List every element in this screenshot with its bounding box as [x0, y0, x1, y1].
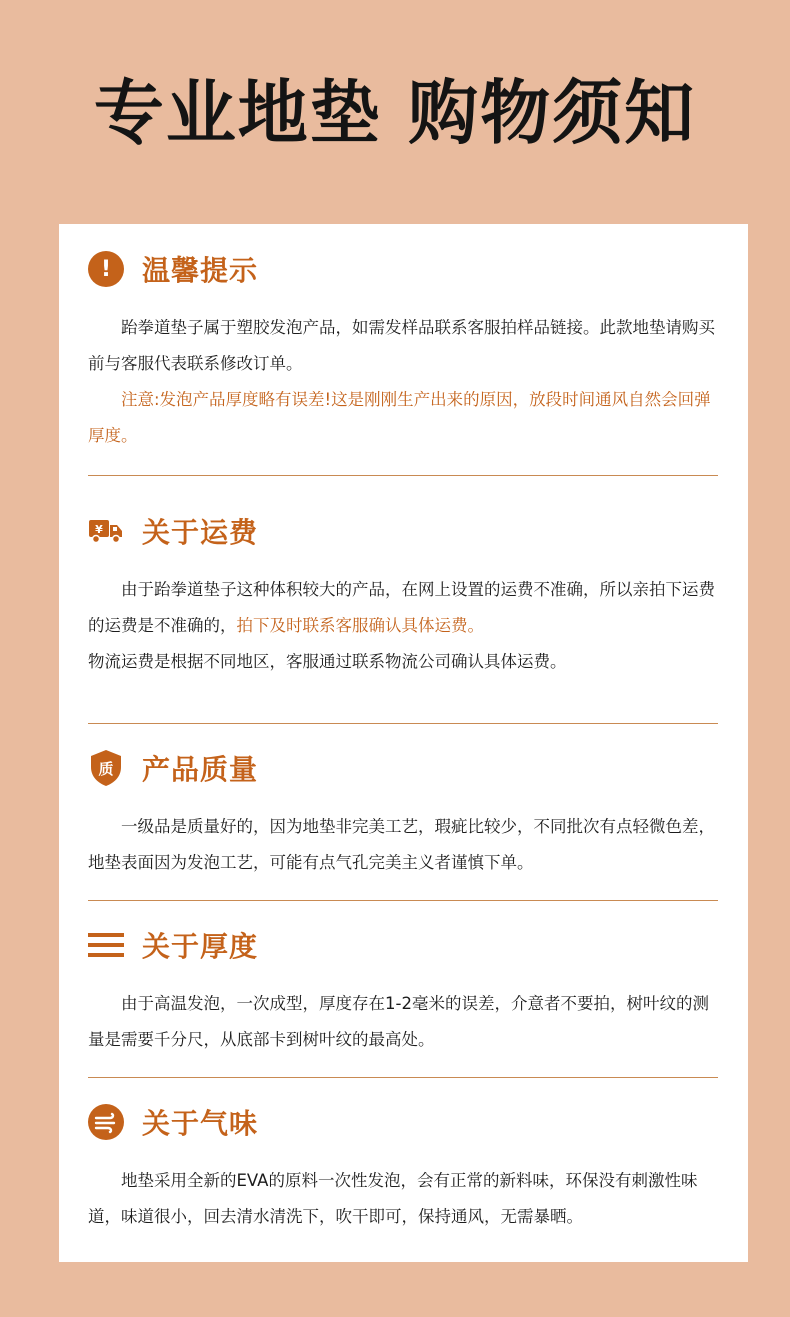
section-title: 关于厚度: [142, 930, 259, 963]
section-header: [88, 244, 718, 294]
divider: [88, 1077, 718, 1078]
section-note: 注意:发泡产品厚度略有误差!这是刚刚生产出来的原因，放段时间通风自然会回弹厚度。: [88, 390, 711, 445]
divider: [88, 900, 718, 901]
notice-card: [59, 224, 748, 1262]
section-header: [88, 506, 718, 556]
section-quality: [88, 743, 718, 881]
section-title: 温馨提示: [142, 254, 259, 287]
section-text: 地垫采用全新的EVA的原料一次性发泡，会有正常的新料味，环保没有刺激性味道，味道很小，回去清水清洗下，吹干即可，保持通风，无需暴晒。: [88, 1171, 698, 1226]
exclamation-circle-icon: !: [88, 251, 124, 287]
page-title: 专业地垫 购物须知: [93, 72, 697, 154]
divider: [88, 475, 718, 476]
svg-text:¥: ¥: [95, 523, 103, 536]
section-title: 关于运费: [142, 516, 259, 549]
section-text: 一级品是质量好的，因为地垫非完美工艺，瑕疵比较少，不同批次有点轻微色差，地垫表面因为发泡工艺，可能有点气孔完美主义者谨慎下单。: [88, 817, 715, 872]
section-text: 跆拳道垫子属于塑胶发泡产品，如需发样品联系客服拍样品链接。此款地垫请购买前与客服代表联系修改订单。: [88, 318, 715, 373]
section-text: 由于高温发泡，一次成型，厚度存在1-2毫米的误差，介意者不要拍，树叶纹的测量是需要千分尺，从底部卡到树叶纹的最高处。: [88, 994, 709, 1049]
section-header: [88, 743, 718, 793]
section-title: 关于气味: [142, 1107, 259, 1140]
section-text-2: 物流运费是根据不同地区，客服通过联系物流公司确认具体运费。: [88, 652, 567, 671]
section-text: [88, 572, 718, 644]
thickness-lines-icon: [88, 927, 124, 963]
divider: [88, 723, 718, 724]
svg-text:质: 质: [98, 760, 114, 778]
text-highlight: 拍下及时联系客服确认具体运费。: [236, 616, 484, 635]
text-plain: 由于跆拳道垫子这种体积较大的产品，在网上设置的运费不准确，所以亲拍下运费的运费是不准确的，: [88, 580, 715, 635]
section-header: [88, 1097, 718, 1147]
section-tips: [88, 244, 718, 454]
delivery-truck-icon: [88, 513, 124, 549]
section-thickness: [88, 920, 718, 1058]
quality-shield-icon: [88, 750, 124, 786]
odor-wind-icon: [88, 1104, 124, 1140]
section-header: [88, 920, 718, 970]
section-title: 产品质量: [142, 753, 259, 786]
section-odor: [88, 1097, 718, 1235]
section-shipping: [88, 506, 718, 680]
